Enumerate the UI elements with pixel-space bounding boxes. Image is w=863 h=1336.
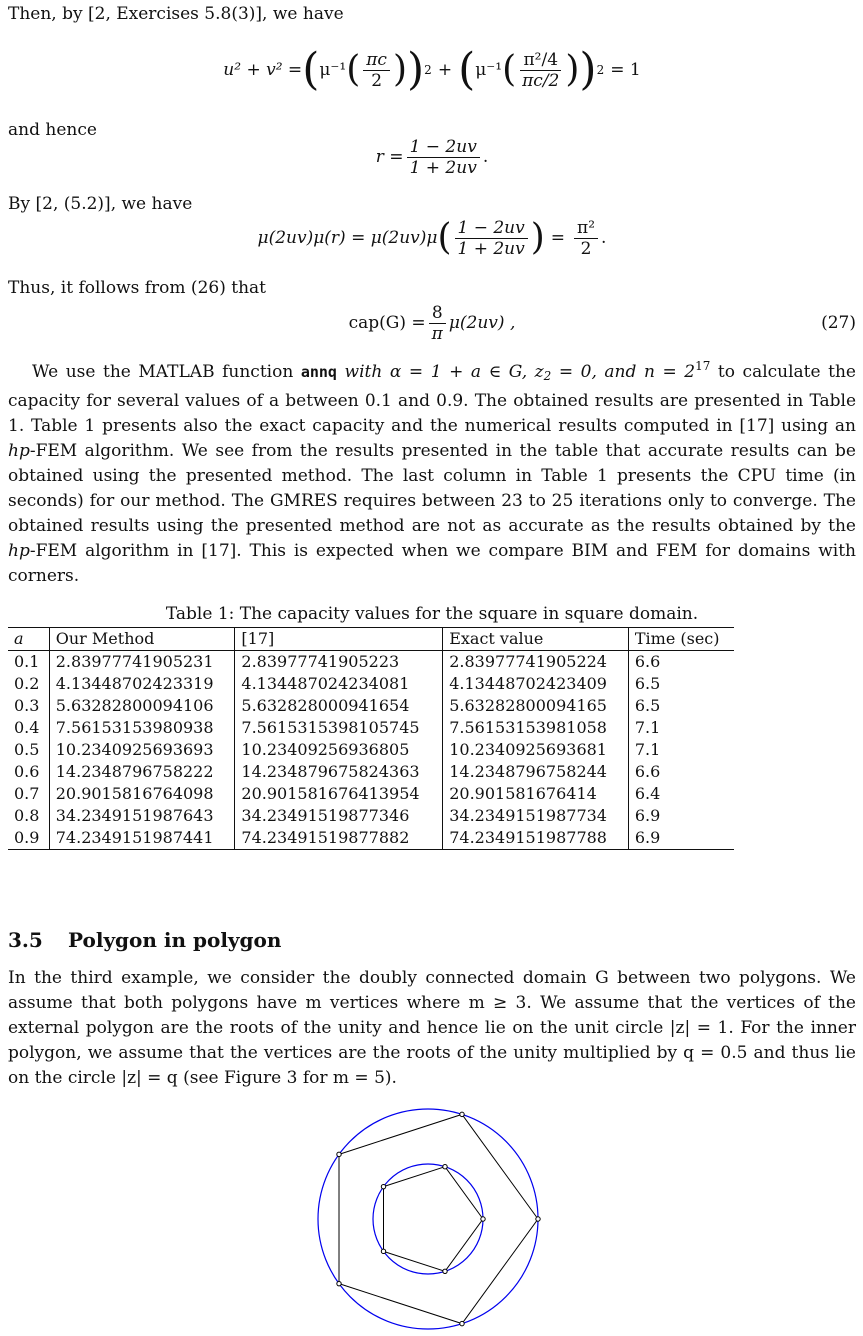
outer-polygon <box>339 1114 538 1323</box>
col-header: Our Method <box>49 628 235 651</box>
vertex-marker <box>460 1321 464 1325</box>
fraction: $\frac{1 - 2uv}{1 + 2uv}$ <box>455 218 528 259</box>
vertex-marker <box>443 1164 447 1168</box>
vertex-marker <box>337 1281 341 1285</box>
col-header: [17] <box>235 628 443 651</box>
text-line: Thus, it follows from (26) that <box>8 278 266 298</box>
vertex-marker <box>381 1184 385 1188</box>
equation-number: (27) <box>821 312 856 333</box>
eq-lhs: u² + v² = <box>223 59 303 80</box>
table-row: 0.9 74.2349151987441 74.23491519877882 74.2349151987788 6.9 <box>8 827 734 850</box>
table-row: 0.5 10.2340925693693 10.23409256936805 10.2340925693681 7.1 <box>8 739 734 761</box>
fraction: $\frac{\text{π²}}{2}$ <box>574 218 598 259</box>
table-row: 0.8 34.2349151987643 34.23491519877346 34.2349151987734 6.9 <box>8 805 734 827</box>
fraction: $\frac{8}{\pi}$ <box>429 303 446 344</box>
equation-cap: cap(G) = $\frac{8}{\pi}$ μ(2uv) , (27) <box>348 302 856 344</box>
table-row: 0.2 4.13448702423319 4.134487024234081 4.13448702423409 6.5 <box>8 673 734 695</box>
equation-r: r = $\frac{1 - 2uv}{1 + 2uv}$ . <box>375 136 489 178</box>
section-number: 3.5 <box>8 928 43 952</box>
text-line: By [2, (5.2)], we have <box>8 194 193 214</box>
vertex-marker <box>337 1152 341 1156</box>
col-header: Exact value <box>443 628 629 651</box>
vertex-marker <box>381 1249 385 1253</box>
section-title: Polygon in polygon <box>68 928 282 952</box>
table-caption: Table 1: The capacity values for the square in square domain. <box>165 604 699 624</box>
vertex-marker <box>443 1269 447 1273</box>
text-line: and hence <box>8 120 97 140</box>
text-line: Then, by [2, Exercises 5.8(3)], we have <box>8 4 344 24</box>
inner-polygon <box>384 1167 483 1272</box>
fraction: $\frac{1 - 2uv}{1 + 2uv}$ <box>407 137 480 178</box>
fraction: $\frac{\text{π²/4}}{\pi c/2}$ <box>522 49 560 91</box>
figure-group <box>318 1109 540 1329</box>
table-row: 0.4 7.56153153980938 7.5615315398105745 7.56153153981058 7.1 <box>8 717 734 739</box>
polygon-figure <box>316 1092 556 1332</box>
table-row: 0.1 2.83977741905231 2.83977741905223 2.83977741905224 6.6 <box>8 651 734 674</box>
col-header: a <box>8 628 49 651</box>
paragraph: We use the MATLAB function annq with α = 1 + a ∈ G, $z_2 = 0$, and $n = 2^{17}$ to calculate the capacity for several values of a between 0.1 and 0.9. The obtained results are presented in Table 1. Table 1 presents also the exact capacity and the numerical results computed in [17] using an hp-FEM algorithm. We see from the results presented in the table that accurate results can be obtained using the presented method. The last column in Table 1 presents the CPU time (in seconds) for our method. The GMRES requires between 23 to 25 iterations only to converge. The obtained results using the presented method are not as accurate as the results obtained by the hp-FEM algorithm in [17]. This is expected when we compare BIM and FEM for domains with corners. <box>8 359 856 586</box>
table-row: 0.3 5.63282800094106 5.632828000941654 5.63282800094165 6.5 <box>8 695 734 717</box>
equation-uv: u² + v² = ( μ⁻¹ ( $\frac{\pi c}{2}$ ) ) 2 + ( μ⁻¹ ( $\frac{\text{π²/4}}{\pi c/2}$ ) ) 2 = 1 <box>223 44 641 95</box>
section-heading <box>8 928 281 953</box>
eq-mu-inv: μ⁻¹ <box>319 59 347 80</box>
vertex-marker <box>481 1217 485 1221</box>
outer-circle <box>318 1109 538 1329</box>
vertex-marker <box>460 1112 464 1116</box>
capacity-table <box>8 627 734 850</box>
table-header-row <box>8 628 734 651</box>
inner-circle <box>373 1164 483 1274</box>
col-header: Time (sec) <box>634 629 720 648</box>
equation-mu: μ(2uv)μ(r) = μ(2uv)μ ( $\frac{1 - 2uv}{1 + 2uv}$ ) = $\frac{\text{π²}}{2}$ . <box>257 217 607 259</box>
table-row: 0.6 14.2348796758222 14.234879675824363 14.2348796758244 6.6 <box>8 761 734 783</box>
table-row: 0.7 20.9015816764098 20.901581676413954 20.901581676414 6.4 <box>8 783 734 805</box>
fraction: $\frac{\pi c}{2}$ <box>363 50 390 91</box>
paragraph: In the third example, we consider the doubly connected domain G between two polygons. We assume that both polygons have m vertices where m ≥ 3. We assume that the vertices of the external polygon are the roots of the unity and hence lie on the unit circle |z| = 1. For the inner polygon, we assume that the vertices are the roots of the unity multiplied by q = 0.5 and thus lie on the circle |z| = q (see Figure 3 for m = 5). <box>8 968 856 1088</box>
code-annq: annq <box>300 363 337 381</box>
vertex-marker <box>536 1217 540 1221</box>
